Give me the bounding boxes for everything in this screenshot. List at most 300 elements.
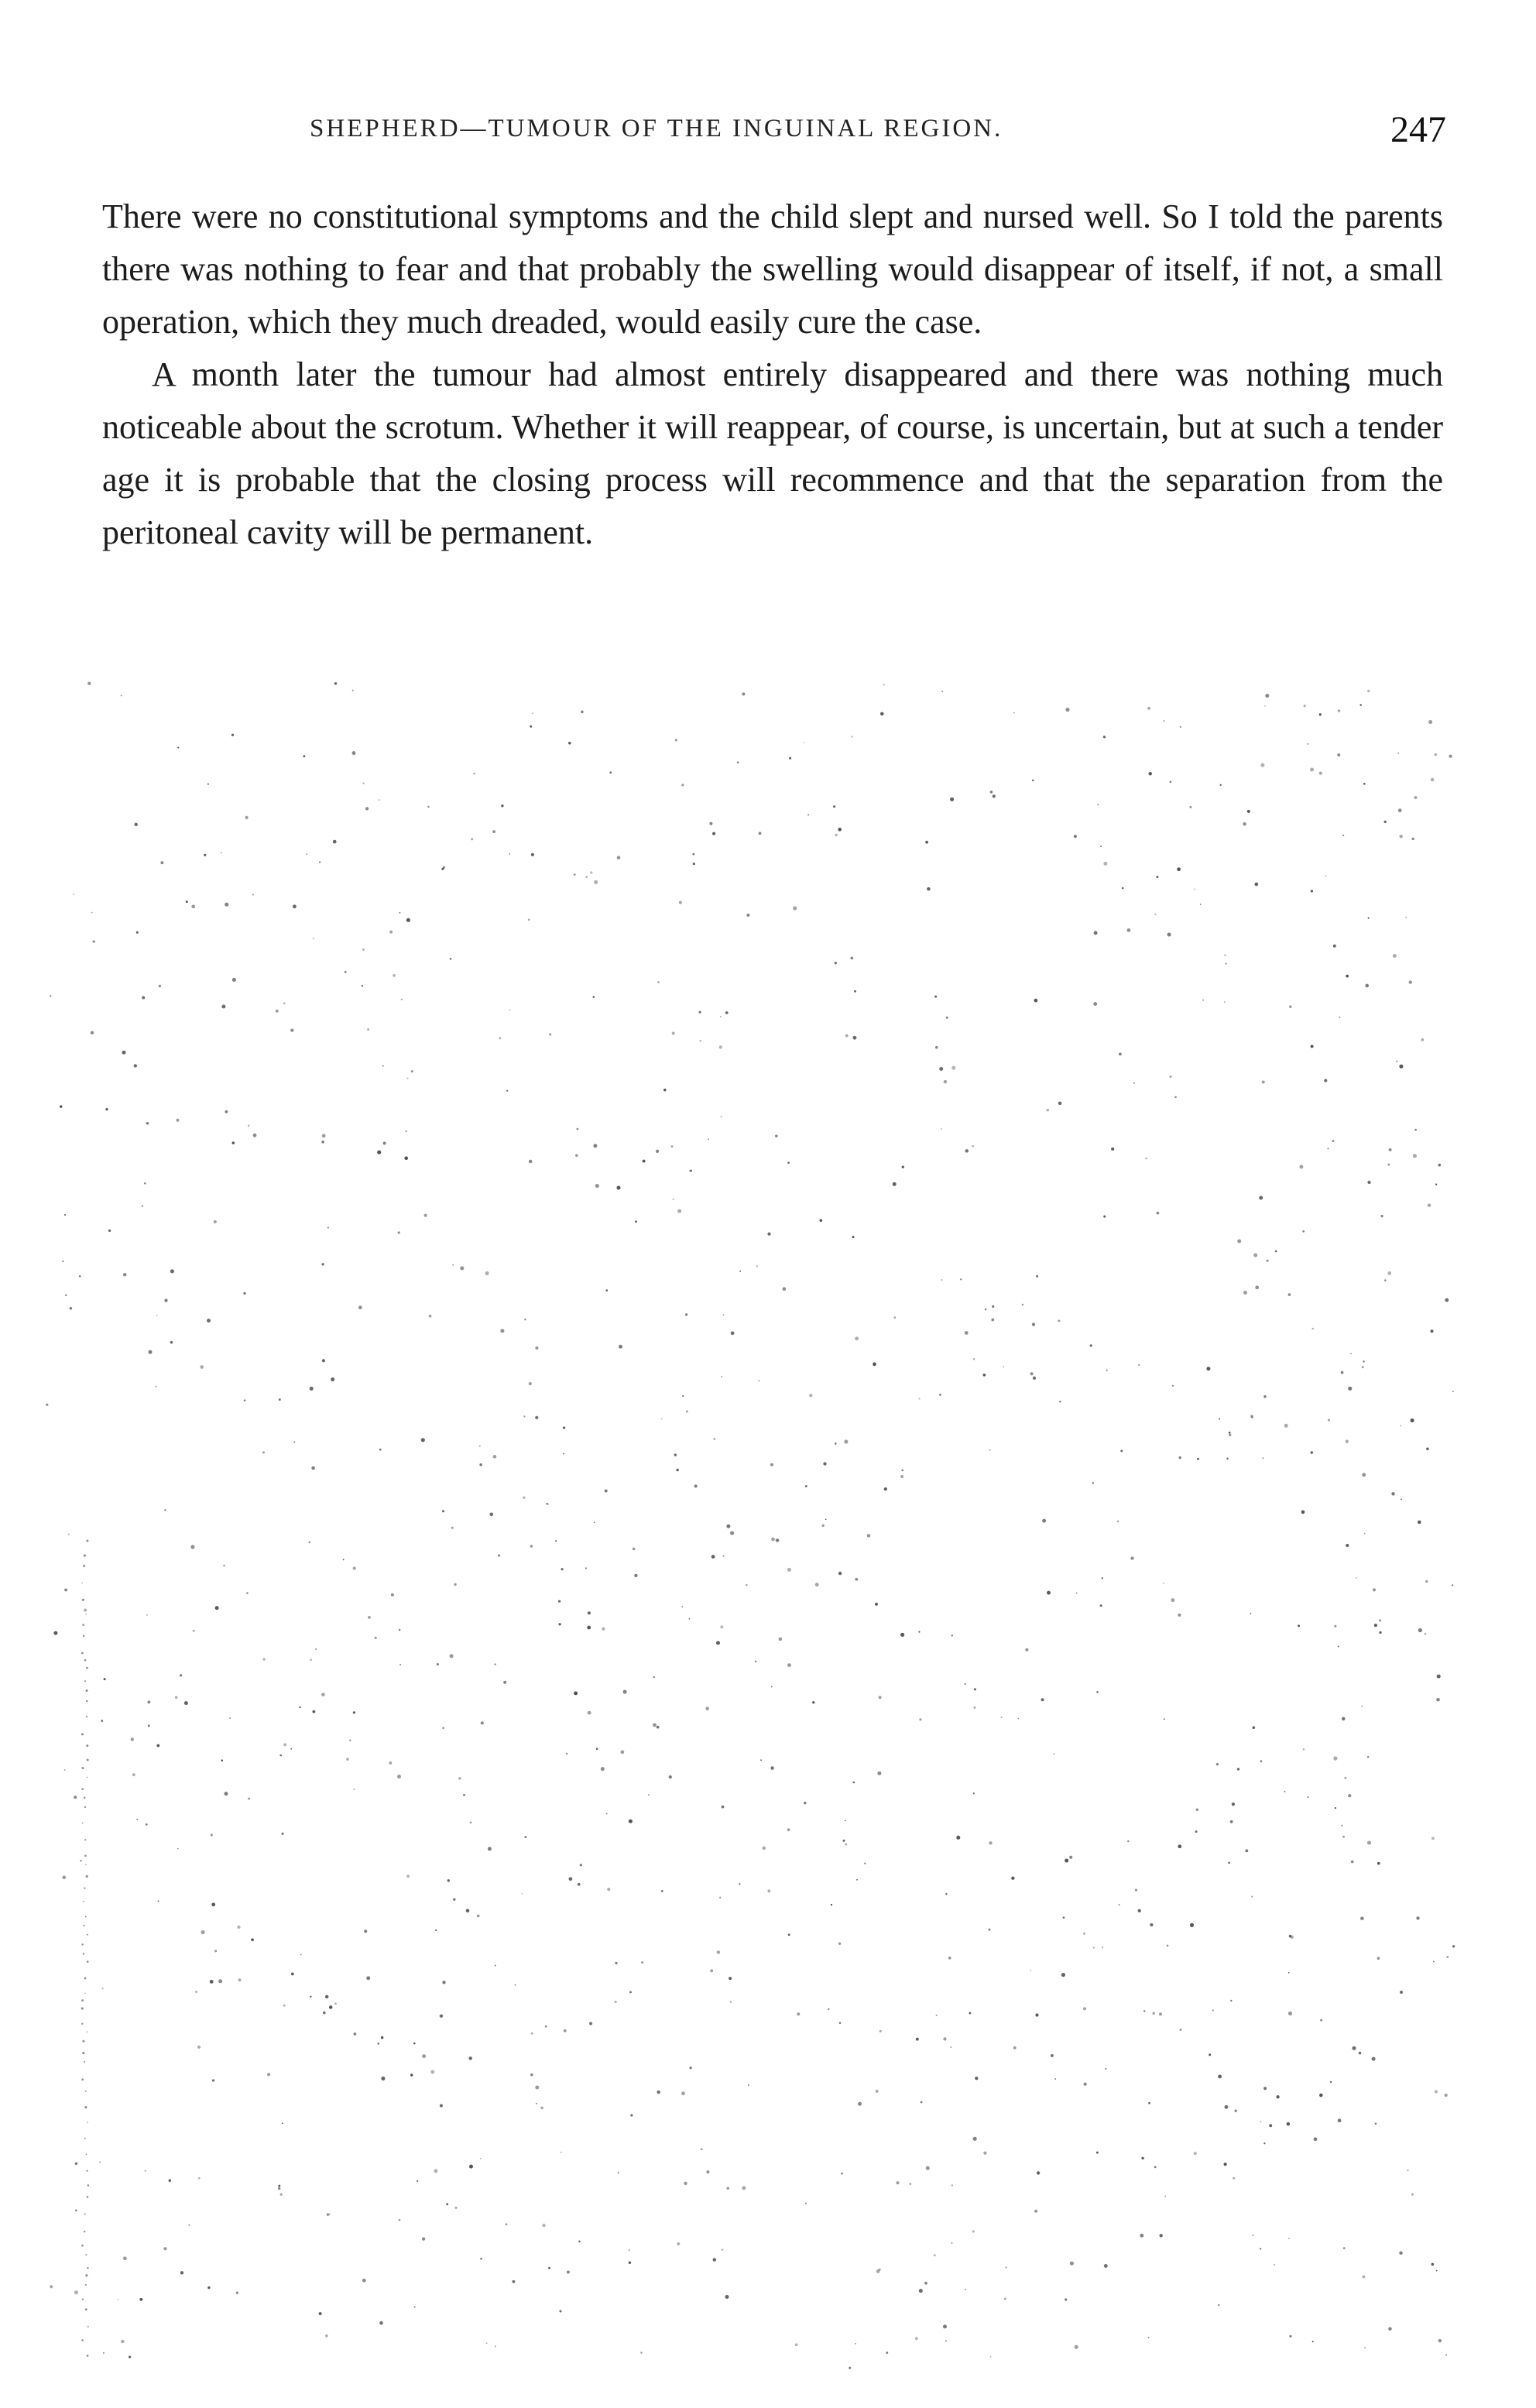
speckle-dot xyxy=(1308,1796,1309,1798)
speckle-dot xyxy=(855,2343,856,2345)
speckle-dot xyxy=(721,1116,722,1117)
speckle-dot xyxy=(1452,1391,1454,1392)
speckle-dot xyxy=(1446,1956,1449,1958)
speckle-dot xyxy=(381,2077,385,2080)
speckle-dot xyxy=(406,1130,407,1132)
speckle-dot xyxy=(1433,1960,1435,1962)
speckle-dot xyxy=(1267,1260,1269,1262)
speckle-dot xyxy=(606,1813,608,1815)
speckle-dot xyxy=(1254,883,1258,887)
speckle-dot xyxy=(623,1690,627,1694)
speckle-dot xyxy=(748,2084,749,2086)
speckle-dot xyxy=(575,1154,578,1158)
speckle-dot xyxy=(134,823,137,826)
speckle-dot xyxy=(1148,2337,1150,2338)
speckle-dot xyxy=(117,2299,118,2300)
speckle-dot xyxy=(746,914,749,917)
speckle-dot xyxy=(1301,1510,1305,1514)
margin-trace-dot xyxy=(82,1624,84,1626)
speckle-dot xyxy=(855,1336,859,1340)
speckle-dot xyxy=(574,873,576,876)
speckle-dot xyxy=(641,1961,643,1964)
speckle-dot xyxy=(366,1976,370,1980)
speckle-dot xyxy=(883,684,885,685)
speckle-dot xyxy=(193,1630,195,1632)
speckle-dot xyxy=(1224,1001,1226,1003)
speckle-dot xyxy=(939,1067,943,1071)
speckle-dot xyxy=(1202,1000,1204,1001)
speckle-dot xyxy=(577,1128,579,1130)
speckle-dot xyxy=(1237,1768,1239,1770)
speckle-dot xyxy=(688,1618,690,1620)
speckle-dot xyxy=(1090,1344,1092,1346)
speckle-dot xyxy=(822,1525,825,1527)
speckle-dot xyxy=(509,1010,511,1011)
speckle-dot xyxy=(926,2166,930,2170)
speckle-dot xyxy=(334,2002,337,2005)
speckle-dot xyxy=(809,1394,812,1397)
speckle-dot xyxy=(489,1512,493,1516)
speckle-dot xyxy=(894,1316,897,1319)
speckle-dot xyxy=(532,712,533,714)
margin-trace-dot xyxy=(83,1565,85,1567)
speckle-dot xyxy=(1147,707,1150,710)
speckle-dot xyxy=(618,2172,619,2173)
speckle-dot xyxy=(1046,1109,1048,1111)
speckle-dot xyxy=(64,1214,66,1216)
speckle-dot xyxy=(200,1365,204,1369)
speckle-dot xyxy=(1169,1075,1171,1078)
speckle-dot xyxy=(845,1034,849,1038)
speckle-dot xyxy=(1206,1367,1210,1370)
speckle-dot xyxy=(634,1574,637,1577)
speckle-dot xyxy=(689,1170,691,1171)
speckle-dot xyxy=(498,1554,500,1556)
speckle-dot xyxy=(375,1637,377,1639)
speckle-dot xyxy=(629,1991,632,1993)
speckle-dot xyxy=(306,853,307,855)
speckle-dot xyxy=(985,1309,987,1311)
margin-trace-dot xyxy=(82,2040,84,2043)
margin-trace-dot xyxy=(86,2170,87,2172)
speckle-dot xyxy=(397,1775,401,1779)
speckle-dot xyxy=(760,1759,762,1761)
speckle-dot xyxy=(1105,2068,1106,2070)
speckle-dot xyxy=(1233,2177,1235,2180)
margin-trace-dot xyxy=(84,1806,86,1808)
speckle-dot xyxy=(812,1701,814,1703)
speckle-dot xyxy=(901,1470,903,1472)
speckle-dot xyxy=(225,903,228,907)
speckle-dot xyxy=(1431,1837,1435,1840)
speckle-dot xyxy=(1076,1593,1078,1594)
speckle-dot xyxy=(919,2289,923,2293)
speckle-dot xyxy=(122,1051,126,1055)
speckle-dot xyxy=(588,1611,591,1614)
speckle-dot xyxy=(188,2224,190,2226)
speckle-dot xyxy=(706,2170,709,2173)
speckle-dot xyxy=(1288,2012,1292,2015)
speckle-dot xyxy=(835,834,837,836)
speckle-dot xyxy=(755,1661,757,1663)
speckle-dot xyxy=(506,1090,508,1092)
margin-trace-dot xyxy=(86,1744,88,1747)
speckle-dot xyxy=(585,876,588,878)
speckle-dot xyxy=(1365,984,1369,988)
speckle-dot xyxy=(1356,1577,1357,1579)
speckle-dot xyxy=(1343,2247,1346,2249)
speckle-dot xyxy=(204,854,206,856)
speckle-dot xyxy=(434,2169,437,2173)
speckle-dot xyxy=(915,2337,918,2340)
speckle-dot xyxy=(535,1346,538,1350)
speckle-dot xyxy=(245,816,248,819)
speckle-dot xyxy=(62,1261,63,1262)
speckle-dot xyxy=(1133,1082,1135,1084)
speckle-dot xyxy=(1310,1451,1313,1454)
margin-trace-dot xyxy=(84,2231,85,2232)
speckle-dot xyxy=(411,1070,413,1072)
speckle-dot xyxy=(1414,1129,1417,1131)
speckle-dot xyxy=(1172,1385,1174,1387)
margin-trace-dot xyxy=(87,2196,89,2198)
speckle-dot xyxy=(1178,1844,1181,1848)
speckle-dot xyxy=(1194,888,1195,890)
speckle-dot xyxy=(951,1634,953,1636)
speckle-dot xyxy=(844,1439,848,1443)
speckle-dot xyxy=(563,1453,564,1455)
speckle-dot xyxy=(1230,1820,1233,1823)
margin-trace-dot xyxy=(82,2052,84,2054)
speckle-dot xyxy=(198,2177,201,2180)
speckle-dot xyxy=(281,1833,283,1835)
speckle-dot xyxy=(480,2158,482,2159)
speckle-dot xyxy=(406,918,410,922)
speckle-dot xyxy=(1083,1933,1085,1935)
speckle-dot xyxy=(1416,1916,1419,1919)
speckle-dot xyxy=(399,912,400,914)
speckle-dot xyxy=(1289,1005,1292,1008)
speckle-dot xyxy=(221,852,222,854)
speckle-dot xyxy=(742,2186,746,2190)
speckle-dot xyxy=(325,2334,328,2338)
speckle-dot xyxy=(693,863,695,865)
speckle-dot xyxy=(422,2054,426,2058)
speckle-dot xyxy=(1100,1604,1102,1607)
speckle-dot xyxy=(290,1748,292,1750)
speckle-dot xyxy=(156,1386,157,1388)
speckle-dot xyxy=(1093,1002,1097,1006)
speckle-dot xyxy=(595,1184,599,1188)
speckle-dot xyxy=(948,1957,951,1960)
speckle-dot xyxy=(568,742,571,745)
speckle-dot xyxy=(839,2022,842,2024)
speckle-dot xyxy=(129,2356,131,2358)
speckle-dot xyxy=(671,1145,674,1147)
speckle-dot xyxy=(1235,2110,1237,2112)
page-number: 247 xyxy=(1390,109,1446,150)
speckle-dot xyxy=(177,747,179,749)
speckle-dot xyxy=(1096,1691,1099,1693)
speckle-dot xyxy=(835,962,837,964)
speckle-dot xyxy=(180,1674,182,1676)
speckle-dot xyxy=(1431,778,1435,782)
speckle-dot xyxy=(1367,1840,1371,1844)
speckle-dot xyxy=(1418,1628,1422,1632)
speckle-dot xyxy=(1368,918,1370,919)
speckle-dot xyxy=(918,1631,920,1632)
speckle-dot xyxy=(935,1046,938,1049)
speckle-dot xyxy=(1051,2054,1054,2057)
speckle-dot xyxy=(79,1275,81,1277)
speckle-dot xyxy=(1225,2105,1229,2109)
speckle-dot xyxy=(1226,963,1227,965)
speckle-dot xyxy=(1284,1791,1286,1792)
speckle-dot xyxy=(1291,1936,1294,1939)
speckle-dot xyxy=(131,1737,134,1741)
speckle-dot xyxy=(121,2340,124,2343)
speckle-dot xyxy=(1218,2304,1220,2307)
speckle-dot xyxy=(1195,1830,1198,1833)
speckle-dot xyxy=(1346,975,1349,978)
speckle-dot xyxy=(602,1628,605,1631)
speckle-dot xyxy=(779,1638,783,1641)
speckle-dot xyxy=(578,1883,581,1886)
speckle-dot xyxy=(1362,2275,1365,2278)
speckle-dot xyxy=(711,1555,715,1559)
speckle-dot xyxy=(941,1279,942,1281)
speckle-dot xyxy=(1348,1794,1351,1797)
speckle-dot xyxy=(1338,2118,1342,2122)
speckle-dot xyxy=(1362,1366,1364,1368)
speckle-dot xyxy=(1059,1401,1061,1402)
margin-trace-dot xyxy=(84,1555,86,1557)
speckle-dot xyxy=(480,2258,482,2260)
speckle-dot xyxy=(547,1504,549,1505)
speckle-dot xyxy=(1418,1521,1421,1525)
speckle-dot xyxy=(1075,2345,1078,2349)
speckle-dot xyxy=(936,2015,938,2016)
speckle-dot xyxy=(210,1980,214,1984)
speckle-dot xyxy=(443,866,445,869)
speckle-dot xyxy=(312,1710,315,1713)
speckle-dot xyxy=(1104,2264,1108,2268)
margin-trace-dot xyxy=(86,1540,88,1542)
speckle-dot xyxy=(838,1572,842,1575)
speckle-dot xyxy=(170,1269,174,1273)
speckle-dot xyxy=(1425,1580,1428,1583)
speckle-dot xyxy=(299,1707,300,1708)
speckle-dot xyxy=(789,757,791,760)
margin-trace-dot xyxy=(84,1888,85,1889)
speckle-dot xyxy=(450,958,452,960)
margin-trace-dot xyxy=(85,1864,86,1865)
speckle-dot xyxy=(452,1264,454,1266)
speckle-dot xyxy=(941,1128,942,1130)
speckle-dot xyxy=(471,838,473,840)
speckle-dot xyxy=(877,1772,881,1775)
speckle-dot xyxy=(1284,1424,1288,1428)
margin-trace-dot xyxy=(87,2267,88,2269)
speckle-dot xyxy=(323,2012,326,2015)
speckle-dot xyxy=(358,1305,362,1309)
speckle-dot xyxy=(964,1683,965,1685)
speckle-dot xyxy=(422,2238,425,2241)
speckle-dot xyxy=(607,1888,610,1891)
speckle-dot xyxy=(1174,1096,1177,1099)
speckle-dot xyxy=(927,887,930,890)
speckle-dot xyxy=(746,1584,747,1586)
speckle-dot xyxy=(797,2012,800,2015)
speckle-dot xyxy=(546,1503,547,1504)
speckle-dot xyxy=(1061,1973,1065,1977)
speckle-dot xyxy=(934,2254,936,2256)
speckle-dot xyxy=(377,1151,381,1154)
speckle-dot xyxy=(1245,1849,1248,1852)
speckle-dot xyxy=(1264,705,1266,707)
speckle-dot xyxy=(377,2043,379,2045)
speckle-dot xyxy=(1243,822,1246,825)
speckle-dot xyxy=(248,1798,250,1800)
speckle-dot xyxy=(653,1676,655,1679)
speckle-dot xyxy=(629,1820,633,1823)
speckle-dot xyxy=(1288,1293,1291,1296)
speckle-dot xyxy=(989,1449,991,1451)
speckle-dot xyxy=(221,1004,225,1008)
speckle-dot xyxy=(886,2351,888,2354)
speckle-dot xyxy=(1367,690,1370,692)
speckle-dot xyxy=(65,1295,67,1297)
speckle-dot xyxy=(690,1170,692,1172)
speckle-dot xyxy=(593,1144,597,1147)
speckle-dot xyxy=(725,1011,729,1014)
speckle-dot xyxy=(657,1726,660,1729)
speckle-dot xyxy=(990,791,993,793)
speckle-dot xyxy=(139,2298,142,2301)
speckle-dot xyxy=(716,1641,720,1645)
speckle-dot xyxy=(945,1893,947,1895)
speckle-dot xyxy=(1400,1425,1401,1426)
speckle-dot xyxy=(278,2187,280,2190)
speckle-dot xyxy=(1103,862,1107,866)
speckle-dot xyxy=(322,1359,325,1362)
margin-trace-dot xyxy=(84,2138,86,2139)
speckle-dot xyxy=(1328,1148,1329,1150)
speckle-dot xyxy=(1388,1164,1390,1166)
speckle-dot xyxy=(379,1449,382,1451)
speckle-dot xyxy=(87,682,91,685)
speckle-dot xyxy=(924,2282,927,2285)
speckle-dot xyxy=(75,2210,77,2212)
speckle-dot xyxy=(852,1036,856,1040)
speckle-dot xyxy=(879,2269,881,2271)
speckle-dot xyxy=(1189,806,1191,808)
speckle-dot xyxy=(657,2091,660,2094)
speckle-dot xyxy=(737,761,739,763)
speckle-dot xyxy=(759,832,762,835)
speckle-dot xyxy=(123,2256,127,2260)
speckle-dot xyxy=(722,1806,725,1809)
speckle-dot xyxy=(1384,821,1387,823)
margin-trace-dot xyxy=(81,1999,84,2002)
speckle-dot xyxy=(1036,1275,1038,1278)
speckle-dot xyxy=(629,2262,631,2264)
speckle-dot xyxy=(148,1724,150,1727)
speckle-dot xyxy=(343,1559,345,1560)
speckle-dot xyxy=(739,1271,741,1272)
speckle-dot xyxy=(1333,945,1336,948)
speckle-dot xyxy=(1164,1718,1165,1720)
speckle-dot xyxy=(679,901,682,904)
margin-trace-dot xyxy=(84,1993,85,1994)
speckle-dot xyxy=(843,1840,845,1842)
speckle-dot xyxy=(656,1150,659,1153)
speckle-dot xyxy=(673,1199,674,1200)
speckle-dot xyxy=(398,1231,400,1233)
speckle-dot xyxy=(1180,2029,1182,2031)
speckle-dot xyxy=(793,906,797,910)
speckle-dot xyxy=(1228,1862,1230,1864)
speckle-dot xyxy=(1436,2270,1438,2272)
speckle-dot xyxy=(1437,1675,1441,1679)
speckle-dot xyxy=(381,2036,384,2039)
speckle-dot xyxy=(379,2321,383,2325)
margin-trace-dot xyxy=(86,1667,88,1669)
margin-trace-dot xyxy=(84,1797,86,1799)
speckle-dot xyxy=(1335,1807,1336,1809)
speckle-dot xyxy=(460,1266,464,1270)
speckle-dot xyxy=(596,1748,598,1750)
margin-trace-dot xyxy=(83,1925,84,1926)
speckle-dot xyxy=(1170,780,1172,783)
speckle-dot xyxy=(1438,1164,1442,1167)
speckle-dot xyxy=(321,1141,324,1144)
speckle-dot xyxy=(1243,1291,1247,1295)
speckle-dot xyxy=(805,1485,807,1487)
speckle-dot xyxy=(902,1166,904,1168)
speckle-dot xyxy=(1312,2341,1314,2342)
speckle-dot xyxy=(164,1299,167,1302)
speckle-dot xyxy=(1299,1165,1303,1169)
speckle-dot xyxy=(523,1497,525,1499)
speckle-dot xyxy=(1032,780,1034,782)
speckle-dot xyxy=(1319,713,1322,715)
speckle-dot xyxy=(974,1688,976,1690)
speckle-dot xyxy=(1262,1457,1263,1459)
speckle-dot xyxy=(742,692,745,695)
speckle-dot xyxy=(1083,2007,1086,2010)
speckle-dot xyxy=(1153,2012,1155,2015)
speckle-dot xyxy=(831,1904,832,1905)
speckle-dot xyxy=(481,1721,484,1724)
speckle-dot xyxy=(921,2101,923,2104)
speckle-dot xyxy=(943,2037,946,2040)
speckle-dot xyxy=(442,1727,444,1729)
speckle-dot xyxy=(352,690,354,691)
speckle-dot xyxy=(677,1209,681,1213)
speckle-dot xyxy=(1319,2094,1323,2098)
speckle-dot xyxy=(635,1220,637,1223)
speckle-dot xyxy=(593,996,595,998)
speckle-dot xyxy=(1220,784,1222,786)
speckle-dot xyxy=(1122,887,1124,890)
speckle-dot xyxy=(46,1404,48,1406)
speckle-dot xyxy=(1411,838,1414,840)
speckle-dot xyxy=(244,1399,246,1401)
speckle-dot xyxy=(1194,2152,1197,2155)
speckle-dot xyxy=(278,2185,280,2187)
margin-trace-dot xyxy=(81,1733,84,1735)
